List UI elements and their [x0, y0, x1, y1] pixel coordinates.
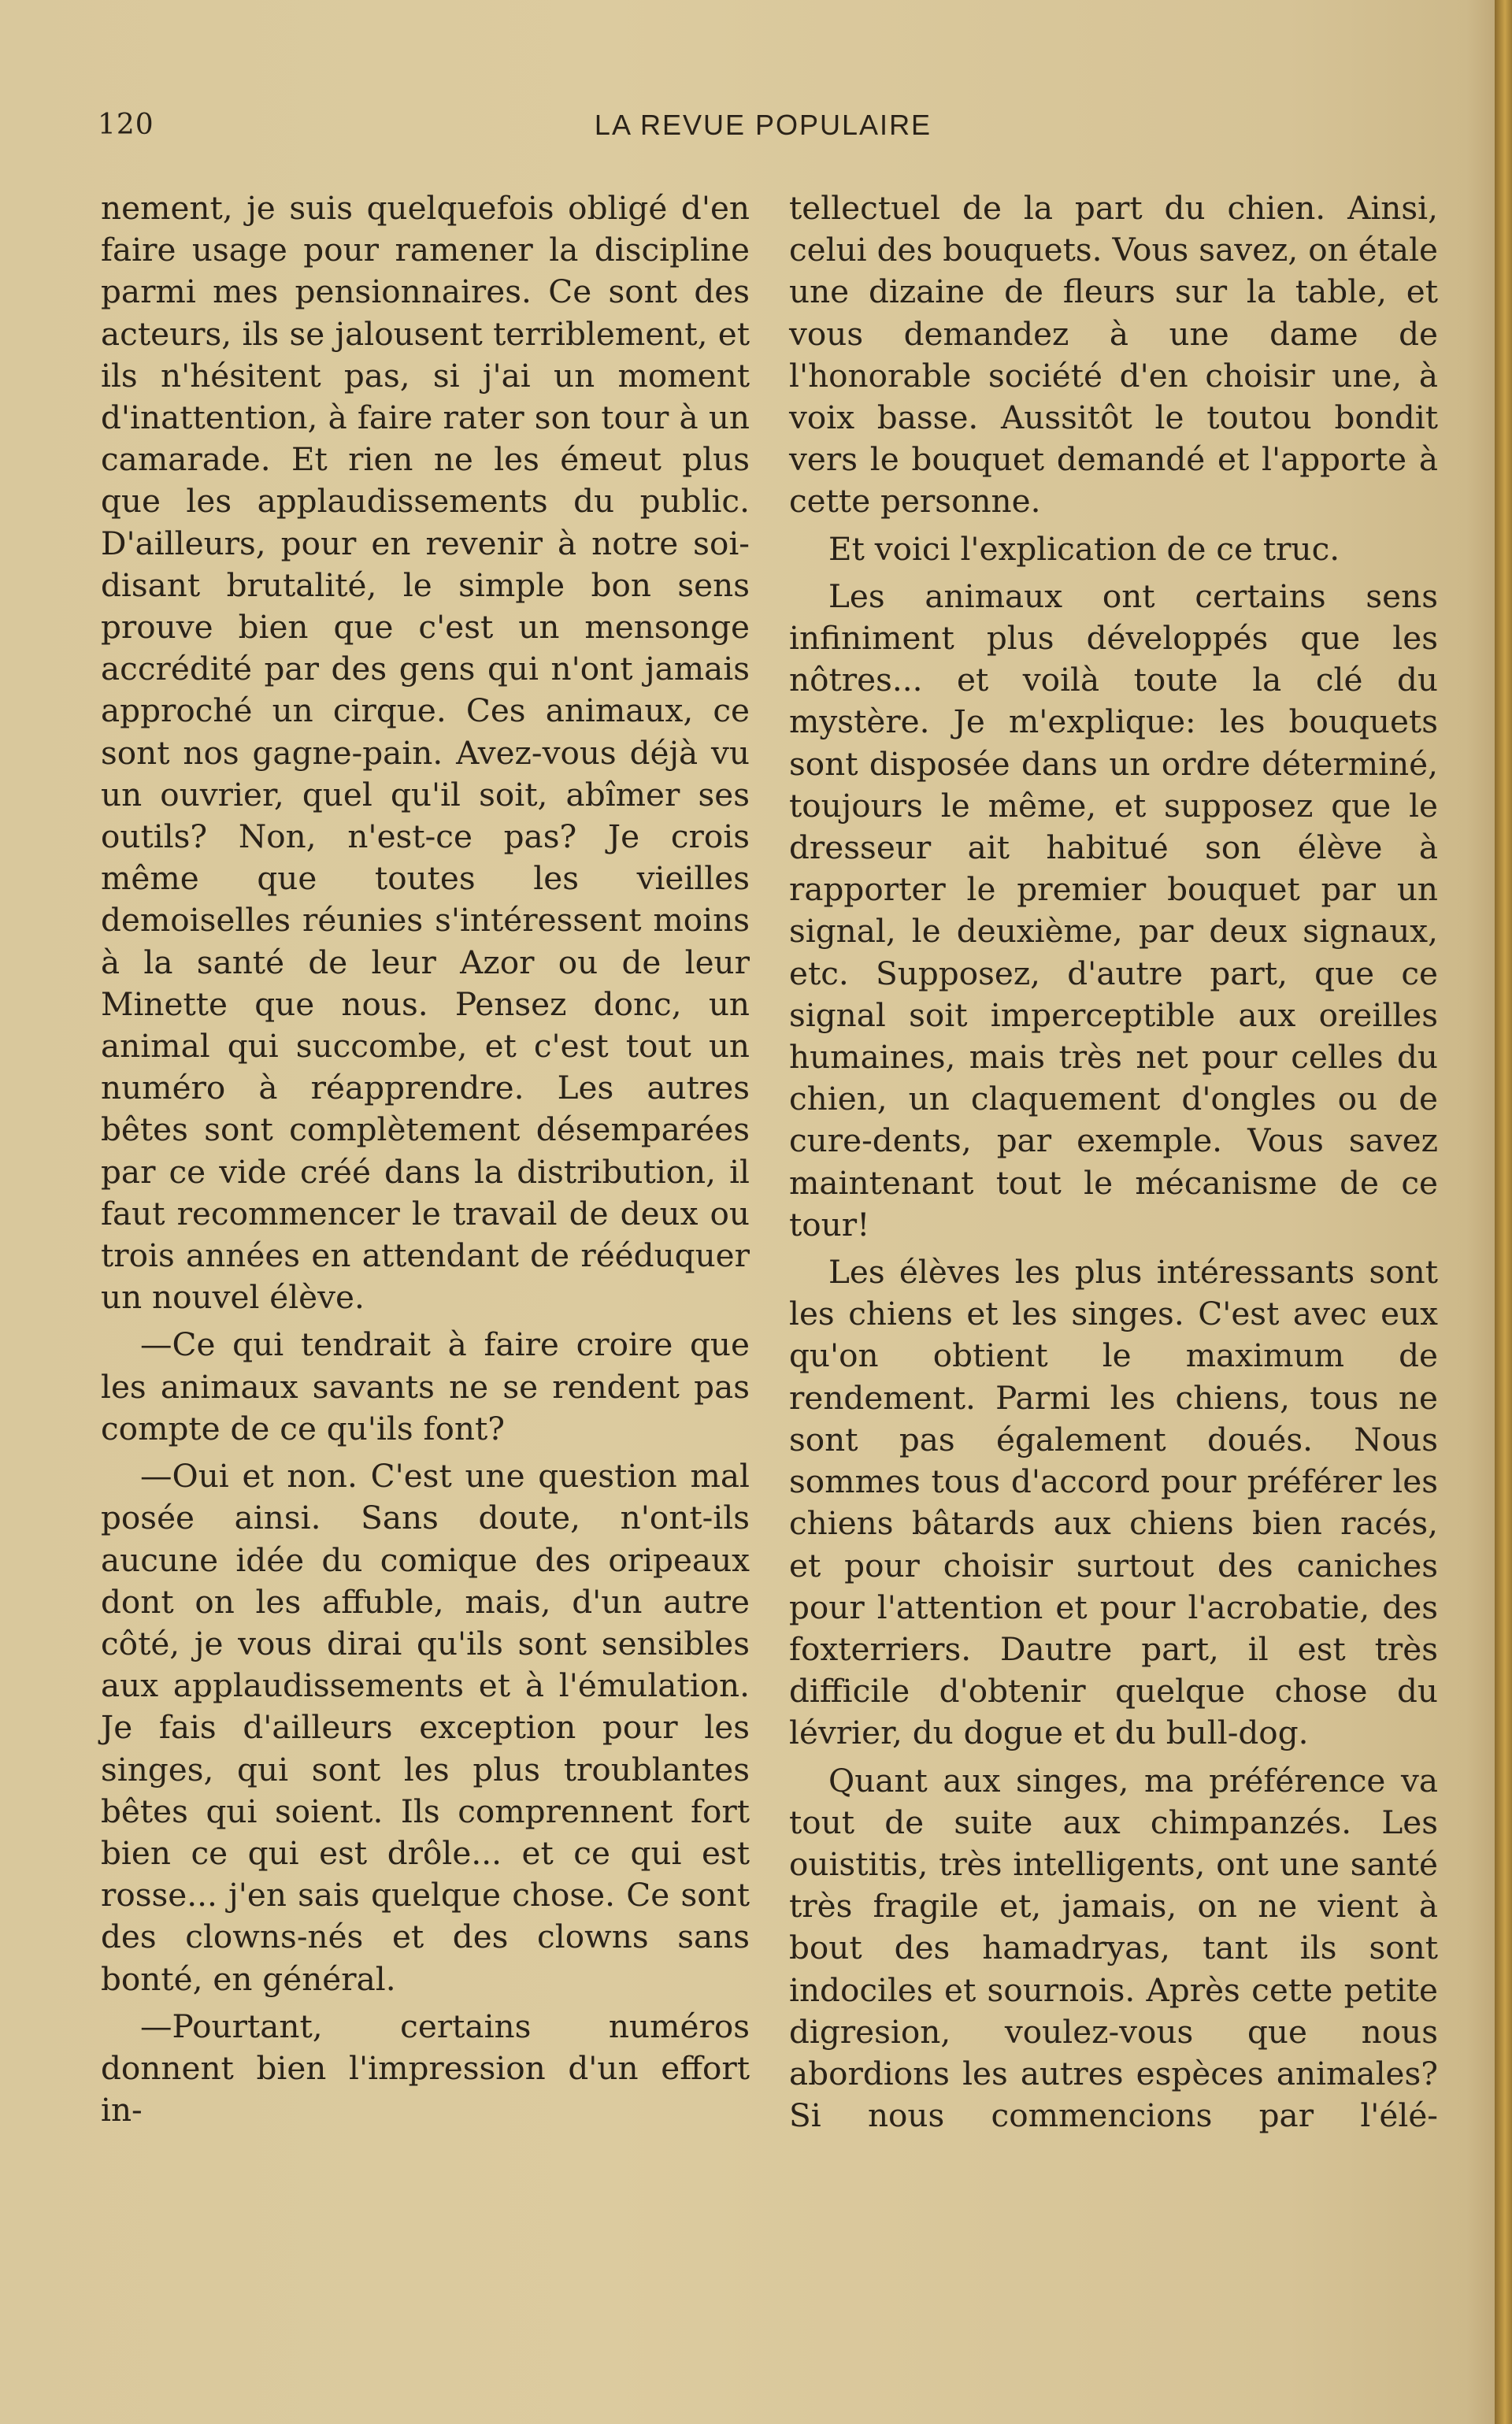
paragraph: tellectuel de la part du chien. Ainsi, celui des bouquets. Vous savez, on étale une dizaine de fleurs sur la table, et vous demandez à une dame de l'honorable société d'en choisir une, à voix basse. Aussitôt le toutou bondit vers le bouquet demandé et l'apporte à cette personne. [789, 189, 1438, 521]
paragraph: Quant aux singes, ma préférence va tout de suite aux chimpanzés. Les ouistitis, très intelligents, ont une santé très fragile et, jamais, on ne vient à bout des hamadryas, tant ils sont indociles et sournois. Après cette petite digresion, voulez-vous que nous abordions les autres espèces animales? Si nous commencions par l'élé- [789, 1761, 1438, 2135]
paragraph: nement, je suis quelquefois obligé d'en faire usage pour ramener la discipline parmi mes pensionnaires. Ce sont des acteurs, ils se jalousent terriblement, et ils n'hésitent pas, si j'ai un moment d'inattention, à faire rater son tour à un camarade. Et rien ne les émeut plus que les applaudissements du public. D'ailleurs, pour en revenir à notre soi-disant brutalité, le simple bon sens prouve bien que c'est un mensonge accrédité par des gens qui n'ont jamais approché un cirque. Ces animaux, ce sont nos gagne-pain. Avez-vous déjà vu un ouvrier, quel qu'il soit, abîmer ses outils? Non, n'est-ce pas? Je crois même que toutes les vieilles demoiselles réunies s'intéressent moins à la santé de leur Azor ou de leur Minette que nous. Pensez donc, un animal qui succombe, et c'est tout un numéro à réapprendre. Les autres bêtes sont complètement désemparées par ce vide créé dans la distribution, il faut recommencer le travail de deux ou trois années en attendant de rééduquer un nouvel élève. [101, 189, 750, 1317]
page-header [98, 109, 1429, 148]
page-number: 120 [98, 109, 154, 141]
binding-edge [1495, 0, 1512, 2424]
paragraph: Les élèves les plus intéressants sont les chiens et les singes. C'est avec eux qu'on obtient le maximum de rendement. Parmi les chiens, tous ne sont pas également doués. Nous sommes tous d'accord pour préférer les chiens bâtards aux chiens bien racés, et pour choisir surtout des caniches pour l'attention et pour l'acrobatie, des foxterriers. Dautre part, il est très difficile d'obtenir quelque chose du lévrier, du dogue et du bull-dog. [789, 1253, 1438, 1752]
running-title: LA REVUE POPULAIRE [594, 109, 932, 141]
paragraph: Et voici l'explication de ce truc. [828, 529, 1340, 568]
paragraph: —Ce qui tendrait à faire croire que les animaux savants ne se rendent pas compte de ce qu'ils font? [101, 1325, 750, 1447]
paragraph: Les animaux ont certains sens infiniment plus développés que les nôtres... et voilà toute la clé du mystère. Je m'explique: les bouquets sont disposée dans un ordre déterminé, toujours le même, et supposez que le dresseur ait habitué son élève à rapporter le premier bouquet par un signal, le deuxième, par deux signaux, etc. Supposez, d'autre part, que ce signal soit imperceptible aux oreilles humaines, mais très net pour celles du chien, un claquement d'ongles ou de cure-dents, par exemple. Vous savez maintenant tout le mécanisme de ce tour! [789, 576, 1438, 1244]
right-column [789, 187, 1438, 2142]
left-column [101, 187, 750, 2137]
paragraph: —Pourtant, certains numéros donnent bien l'impression d'un effort in- [101, 2007, 750, 2129]
paragraph: —Oui et non. C'est une question mal posée ainsi. Sans doute, n'ont-ils aucune idée du comique des oripeaux dont on les affuble, mais, d'un autre côté, je vous dirai qu'ils sont sensibles aux applaudissements et à l'émulation. Je fais d'ailleurs exception pour les singes, qui sont les plus troublantes bêtes qui soient. Ils comprennent fort bien ce qui est drôle... et ce qui est rosse... j'en sais quelque chose. Ce sont des clowns-nés et des clowns sans bonté, en général. [101, 1457, 750, 1998]
